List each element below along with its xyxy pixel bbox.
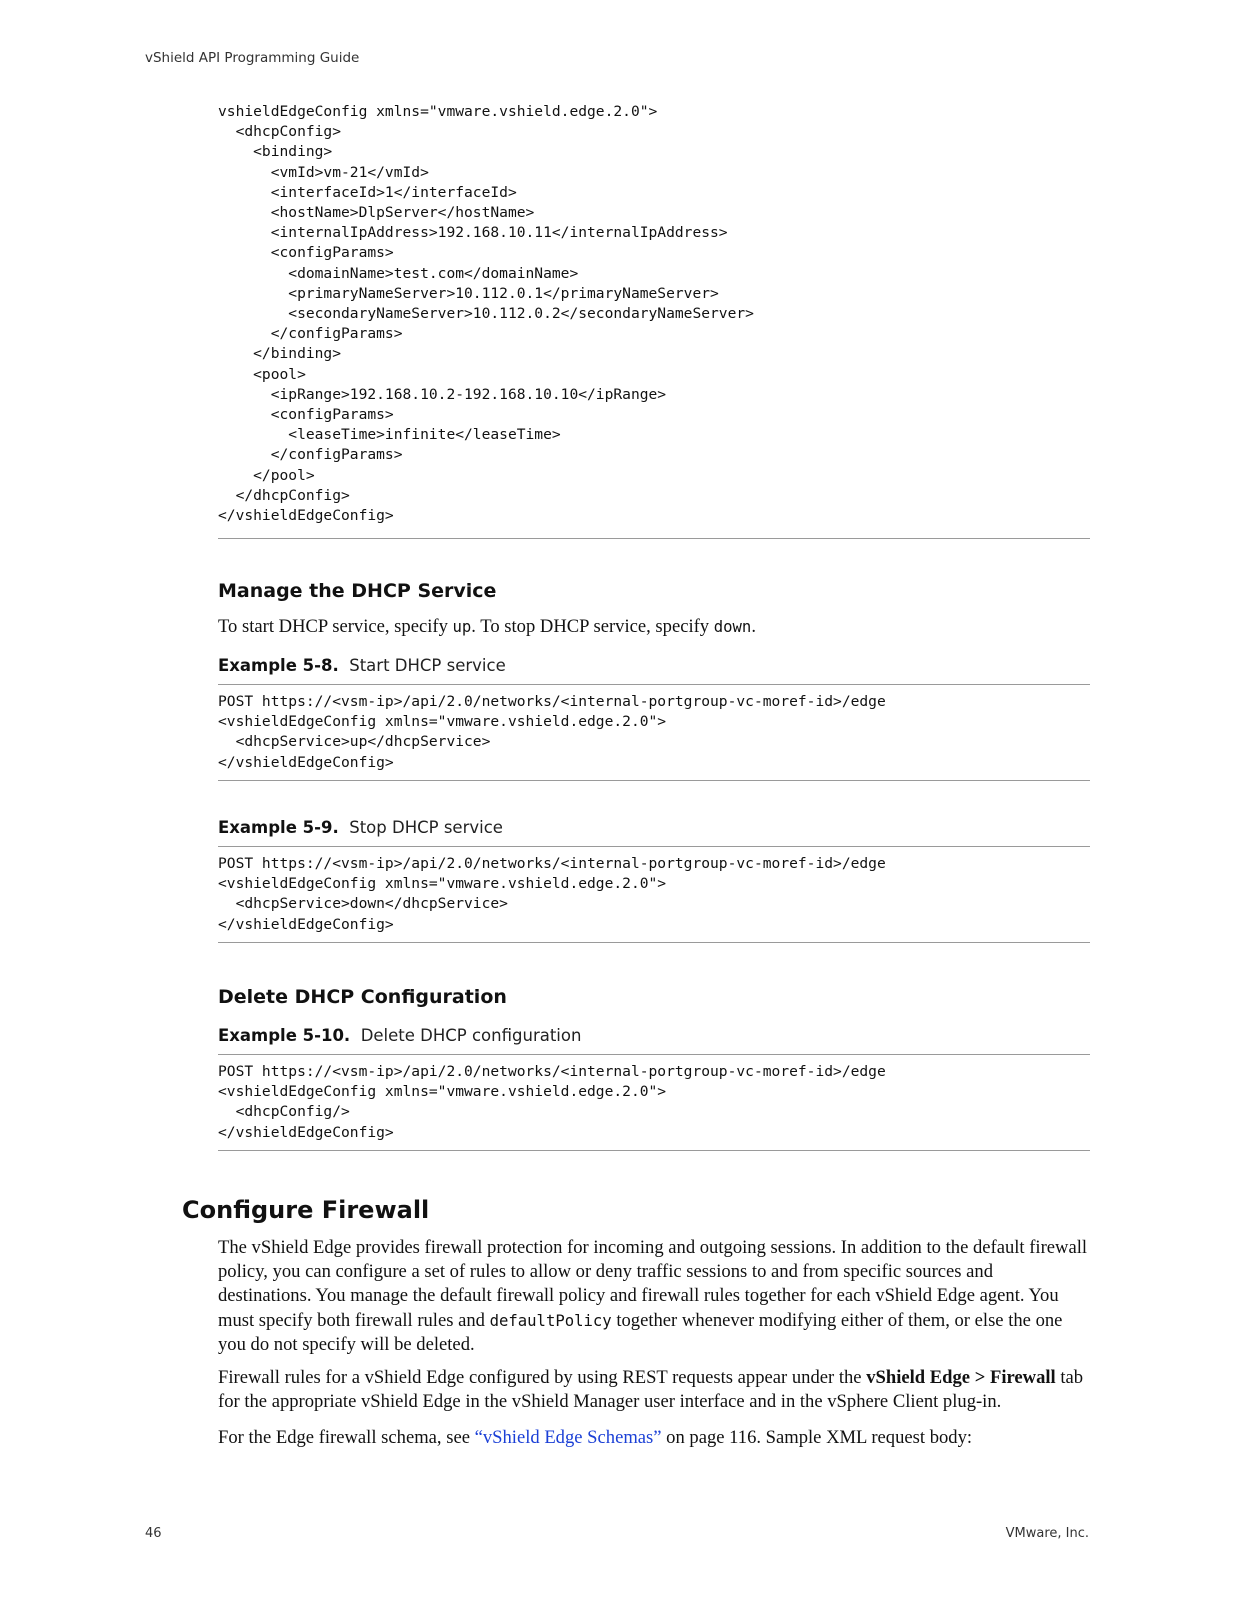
- example-caption-5-8: Example 5-8. Start DHCP service: [218, 656, 506, 675]
- divider: [218, 1150, 1090, 1151]
- code-example-5-10: POST https://<vsm-ip>/api/2.0/networks/<internal-portgroup-vc-moref-id>/edge <vshieldEdgeConfig xmlns="vmware.vshield.edge.2.0"> <dhcpConfig/> </vshieldEdgeConfig>: [218, 1063, 886, 1141]
- section-heading-delete-dhcp: Delete DHCP Configuration: [218, 986, 507, 1008]
- divider: [218, 538, 1090, 539]
- code-dhcp-config: vshieldEdgeConfig xmlns="vmware.vshield.edge.2.0"> <dhcpConfig> <binding> <vmId>vm-21</vmId> <interfaceId>1</interfaceId> <hostName>DlpServer</hostName> <internalIpAddress>192.168.10.11</internalIpAddress> <configParams> <domainName>test.com</domainName> <primaryNameServer>10.112.0.1</primaryNameServer> <secondaryNameServer>10.112.0.2</secondaryNameServer> </configParams> </binding> <pool> <ipRange>192.168.10.2-192.168.10.10</ipRange> <configParams> <leaseTime>infinite</leaseTime> </configParams> </pool> </dhcpConfig> </vshieldEdgeConfig>: [218, 103, 754, 525]
- page-number: 46: [145, 1526, 162, 1541]
- running-header: vShield API Programming Guide: [145, 50, 360, 66]
- code-up: up: [452, 618, 472, 636]
- code-block-dhcp-config: [218, 102, 1090, 526]
- code-example-5-8: POST https://<vsm-ip>/api/2.0/networks/<internal-portgroup-vc-moref-id>/edge <vshieldEdgeConfig xmlns="vmware.vshield.edge.2.0"> <dhcpService>up</dhcpService> </vshieldEdgeConfig>: [218, 693, 886, 771]
- code-example-5-9: POST https://<vsm-ip>/api/2.0/networks/<internal-portgroup-vc-moref-id>/edge <vshieldEdgeConfig xmlns="vmware.vshield.edge.2.0"> <dhcpService>down</dhcpService> </vshieldEdgeConfig>: [218, 855, 886, 933]
- firewall-paragraph-2: Firewall rules for a vShield Edge configured by using REST requests appear under the vShield Edge > Firewall tab for the appropriate vShield Edge in the vShield Manager user interface and in the vSphere Client plug-in.: [218, 1367, 1084, 1413]
- divider: [218, 780, 1090, 781]
- footer-company: VMware, Inc.: [1005, 1526, 1089, 1541]
- divider: [218, 684, 1090, 685]
- divider: [218, 1054, 1090, 1055]
- code-default-policy: defaultPolicy: [489, 1311, 612, 1330]
- section-heading-configure-firewall: Configure Firewall: [182, 1196, 430, 1224]
- divider: [218, 846, 1090, 847]
- ui-path-firewall-tab: vShield Edge > Firewall: [866, 1367, 1056, 1388]
- link-vshield-edge-schemas[interactable]: “vShield Edge Schemas”: [474, 1427, 662, 1448]
- divider: [218, 942, 1090, 943]
- example-caption-5-9: Example 5-9. Stop DHCP service: [218, 818, 503, 837]
- example-caption-5-10: Example 5-10. Delete DHCP configuration: [218, 1026, 582, 1045]
- section-heading-manage-dhcp: Manage the DHCP Service: [218, 580, 497, 602]
- firewall-paragraph-3: For the Edge firewall schema, see “vShield Edge Schemas” on page 116. Sample XML request body:: [218, 1427, 973, 1448]
- firewall-paragraph-1: The vShield Edge provides firewall protection for incoming and outgoing sessions. In addition to the default firewall policy, you can configure a set of rules to allow or deny traffic sessions to and from specific sources and destinations. You manage the default firewall policy and firewall rules together for each vShield Edge agent. You must specify both firewall rules and defaultPolicy together whenever modifying either of them, or else the one you do not specify will be deleted.: [218, 1237, 1088, 1355]
- code-down: down: [713, 618, 752, 636]
- manage-dhcp-paragraph: To start DHCP service, specify up. To stop DHCP service, specify down.: [218, 616, 756, 637]
